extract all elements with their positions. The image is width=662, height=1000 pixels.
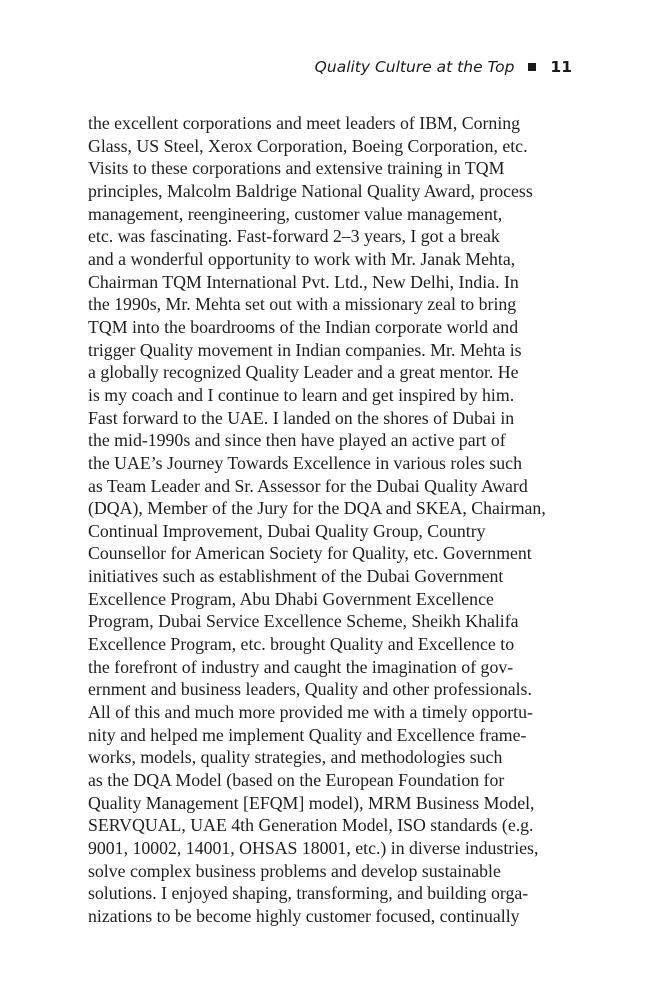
text-line: Visits to these corporations and extensive training in TQM (88, 158, 505, 179)
text-line: management, reengineering, customer value management, (88, 203, 503, 224)
text-line: the 1990s, Mr. Mehta set out with a missionary zeal to bring (88, 294, 517, 315)
text-line: Glass, US Steel, Xerox Corporation, Boeing Corporation, etc. (88, 135, 528, 156)
text-line: Counsellor for American Society for Quality, etc. Government (88, 543, 532, 564)
running-head (315, 58, 572, 76)
text-line: the excellent corporations and meet leaders of IBM, Corning (88, 113, 521, 133)
text-line: a globally recognized Quality Leader and a great mentor. He (88, 362, 519, 383)
text-line: as Team Leader and Sr. Assessor for the Dubai Quality Award (88, 475, 528, 496)
text-line: SERVQUAL, UAE 4th Generation Model, ISO standards (e.g. (88, 815, 534, 836)
text-line: Fast forward to the UAE. I landed on the shores of Dubai in (88, 407, 515, 428)
square-bullet-icon (528, 63, 536, 71)
text-line: 9001, 10002, 14001, OHSAS 18001, etc.) in diverse industries, (88, 838, 539, 858)
text-line: trigger Quality movement in Indian companies. Mr. Mehta is (88, 339, 522, 360)
text-line: Continual Improvement, Dubai Quality Group, Country (88, 520, 486, 541)
text-line: (DQA), Member of the Jury for the DQA and SKEA, Chairman, (88, 498, 546, 519)
text-line: the forefront of industry and caught the imagination of gov- (88, 656, 514, 677)
text-line: nity and helped me implement Quality and Excellence frame- (88, 724, 527, 745)
running-head-title: Quality Culture at the Top (314, 58, 515, 76)
text-line: the UAE’s Journey Towards Excellence in various roles such (88, 452, 522, 473)
text-line: Excellence Program, etc. brought Quality and Excellence to (88, 634, 515, 655)
text-line: Quality Management [EFQM] model), MRM Business Model, (88, 792, 535, 813)
body-paragraph (88, 112, 588, 928)
text-line: solutions. I enjoyed shaping, transforming, and building orga- (88, 883, 529, 904)
page-number: 11 (550, 58, 572, 76)
text-line: works, models, quality strategies, and methodologies such (88, 747, 503, 768)
text-line: etc. was fascinating. Fast-forward 2–3 years, I got a break (88, 226, 500, 247)
text-line: TQM into the boardrooms of the Indian corporate world and (88, 316, 519, 337)
text-line: nizations to be become highly customer focused, continually (88, 905, 520, 926)
text-line: initiatives such as establishment of the Dubai Government (88, 566, 504, 587)
text-line: and a wonderful opportunity to work with Mr. Janak Mehta, (88, 248, 516, 269)
text-line: All of this and much more provided me with a timely opportu- (88, 702, 533, 723)
text-line: Program, Dubai Service Excellence Scheme, Sheikh Khalifa (88, 611, 519, 632)
text-line: the mid-1990s and since then have played an active part of (88, 430, 506, 451)
text-line: as the DQA Model (based on the European Foundation for (88, 770, 505, 791)
text-line: solve complex business problems and develop sustainable (88, 860, 501, 881)
text-line: principles, Malcolm Baldrige National Quality Award, process (88, 180, 533, 201)
text-line: ernment and business leaders, Quality and other professionals. (88, 679, 532, 700)
text-line: is my coach and I continue to learn and get inspired by him. (88, 384, 515, 405)
text-line: Chairman TQM International Pvt. Ltd., New Delhi, India. In (88, 271, 519, 292)
text-line: Excellence Program, Abu Dhabi Government Excellence (88, 588, 494, 609)
